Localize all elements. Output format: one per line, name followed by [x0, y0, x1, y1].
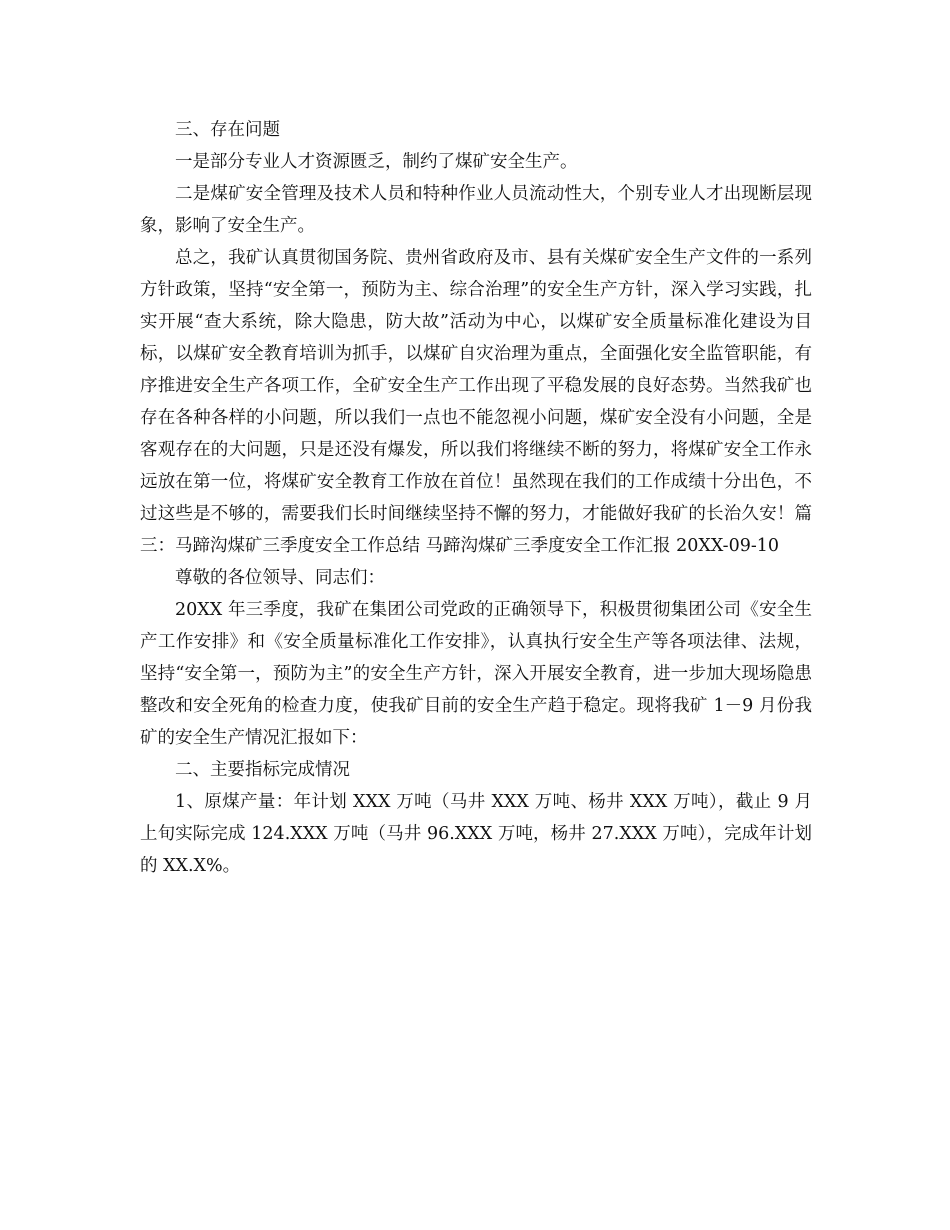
paragraph-coal-output: 1、原煤产量：年计划 XXX 万吨（马井 XXX 万吨、杨井 XXX 万吨），截止 9 月上旬实际完成 124.XXX 万吨（马井 96.XXX 万吨，杨井 27.XXX 万吨），完成年计划的 XX.X%。 — [140, 792, 812, 876]
paragraph-problem-one: 一是部分专业人才资源匮乏，制约了煤矿安全生产。 — [175, 152, 578, 172]
paragraph-summary: 总之，我矿认真贯彻国务院、贵州省政府及市、县有关煤矿安全生产文件的一系列方针政策，坚持“安全第一，预防为主、综合治理”的安全生产方针，深入学习实践，扎实开展“查大系统，除大隐患，防大故”活动为中心，以煤矿安全质量标准化建设为目标，以煤矿安全教育培训为抓手，以煤矿自灾治理为重点，全面强化安全监管职能，有序推进安全生产各项工作，全矿安全生产工作出现了平稳发展的良好态势。当然我矿也存在各种各样的小问题，所以我们一点也不能忽视小问题，煤矿安全没有小问题，全是客观存在的大问题，只是还没有爆发，所以我们将继续不断的努力，将煤矿安全工作永远放在第一位，将煤矿安全教育工作放在首位！虽然现在我们的工作成绩十分出色，不过这些是不够的，需要我们长时间继续坚持不懈的努力，才能做好我矿的长治久安！篇三：马蹄沟煤矿三季度安全工作总结 马蹄沟煤矿三季度安全工作汇报 20XX-09-10 — [140, 248, 812, 556]
section-heading-problems: 三、存在问题 — [175, 120, 280, 140]
paragraph-q3-report: 20XX 年三季度，我矿在集团公司党政的正确领导下，积极贯彻集团公司《安全生产工作安排》和《安全质量标准化工作安排》，认真执行安全生产等各项法律、法规，坚持“安全第一，预防为主”的安全生产方针，深入开展安全教育，进一步加大现场隐患整改和安全死角的检查力度，使我矿目前的安全生产趋于稳定。现将我矿 1－9 月份我矿的安全生产情况汇报如下： — [140, 600, 812, 748]
section-heading-indicators: 二、主要指标完成情况 — [175, 760, 350, 780]
paragraph-salutation: 尊敬的各位领导、同志们： — [175, 568, 385, 588]
document-body — [140, 114, 812, 882]
paragraph-problem-two: 二是煤矿安全管理及技术人员和特种作业人员流动性大，个别专业人才出现断层现象，影响了安全生产。 — [140, 184, 812, 236]
